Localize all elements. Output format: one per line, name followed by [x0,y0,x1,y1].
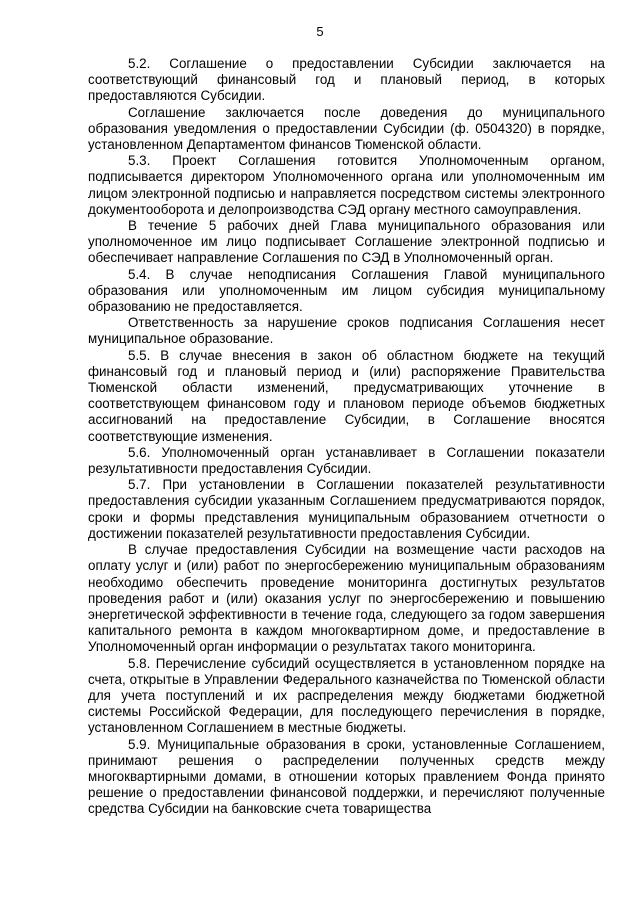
paragraph-5-5: 5.5. В случае внесения в закон об областном бюджете на текущий финансовый год и плановый период и (или) распоряжение Правительства Тюменской области изменений, предусматривающих уточнение в соответствующем финансовом году и плановом периоде объемов бюджетных ассигнований на предоставление Субсидии, в Соглашение вносятся соответствующие изменения. [88,347,605,444]
paragraph-monitoring: В случае предоставления Субсидии на возмещение части расходов на оплату услуг и (или) работ по энергосбережению муниципальным образованиям необходимо обеспечить проведение мониторинга достигнутых результатов проведения работ и (или) оказания услуг по энергосбережению и повышению энергетической эффективности в течение года, следующего за годом завершения капитального ремонта в каждом многоквартирном доме, и предоставление в Уполномоченный орган информации о результатах такого мониторинга. [88,542,605,655]
paragraph-5-6: 5.6. Уполномоченный орган устанавливает в Соглашении показатели результативности предоставления Субсидии. [88,444,605,477]
paragraph-responsibility: Ответственность за нарушение сроков подписания Соглашения несет муниципальное образование. [88,315,605,347]
paragraph-5-3: 5.3. Проект Соглашения готовится Уполномоченным органом, подписывается директором Уполномоченного органа или уполномоченным им лицом электронной подписью и направляется посредством системы электронного документооборота и делопроизводства СЭД органу местного самоуправления. [88,153,605,217]
paragraph-5-4: 5.4. В случае неподписания Соглашения Главой муниципального образования или уполномоченным им лицом субсидия муниципальному образованию не предоставляется. [88,266,605,315]
paragraph-agreement-conclusion: Соглашение заключается после доведения до муниципального образования уведомления о предоставлении Субсидии (ф. 0504320) в порядке, установленном Департаментом финансов Тюменской области. [88,104,605,153]
paragraph-5-9: 5.9. Муниципальные образования в сроки, установленные Соглашением, принимают решения о распределении полученных средств между многоквартирными домами, в отношении которых правлением Фонда принято решение о предоставлении финансовой поддержки, и перечисляют полученные средства Субсидии на банковские счета товарищества [88,736,605,817]
paragraph-signing-deadline: В течение 5 рабочих дней Глава муниципального образования или уполномоченное им лицо подписывает Соглашение электронной подписью и обеспечивает направление Соглашения по СЭД в Уполномоченный орган. [88,218,605,266]
paragraph-5-2: 5.2. Соглашение о предоставлении Субсидии заключается на соответствующий финансовый год и плановый период, в которых предоставляются Субсидии. [88,56,605,104]
paragraph-5-7: 5.7. При установлении в Соглашении показателей результативности предоставления субсидии указанным Соглашением предусматриваются порядок, сроки и формы представления муниципальным образованием отчетности о достижении показателей результативности предоставления Субсидии. [88,477,605,541]
document-body [88,56,605,818]
paragraph-5-8: 5.8. Перечисление субсидий осуществляется в установленном порядке на счета, открытые в Управлении Федерального казначейства по Тюменской области для учета поступлений и их распределения между бюджетами бюджетной системы Российской Федерации, для последующего перечисления в порядке, установленном Соглашением в местные бюджеты. [88,655,605,736]
page-number: 5 [316,24,324,39]
